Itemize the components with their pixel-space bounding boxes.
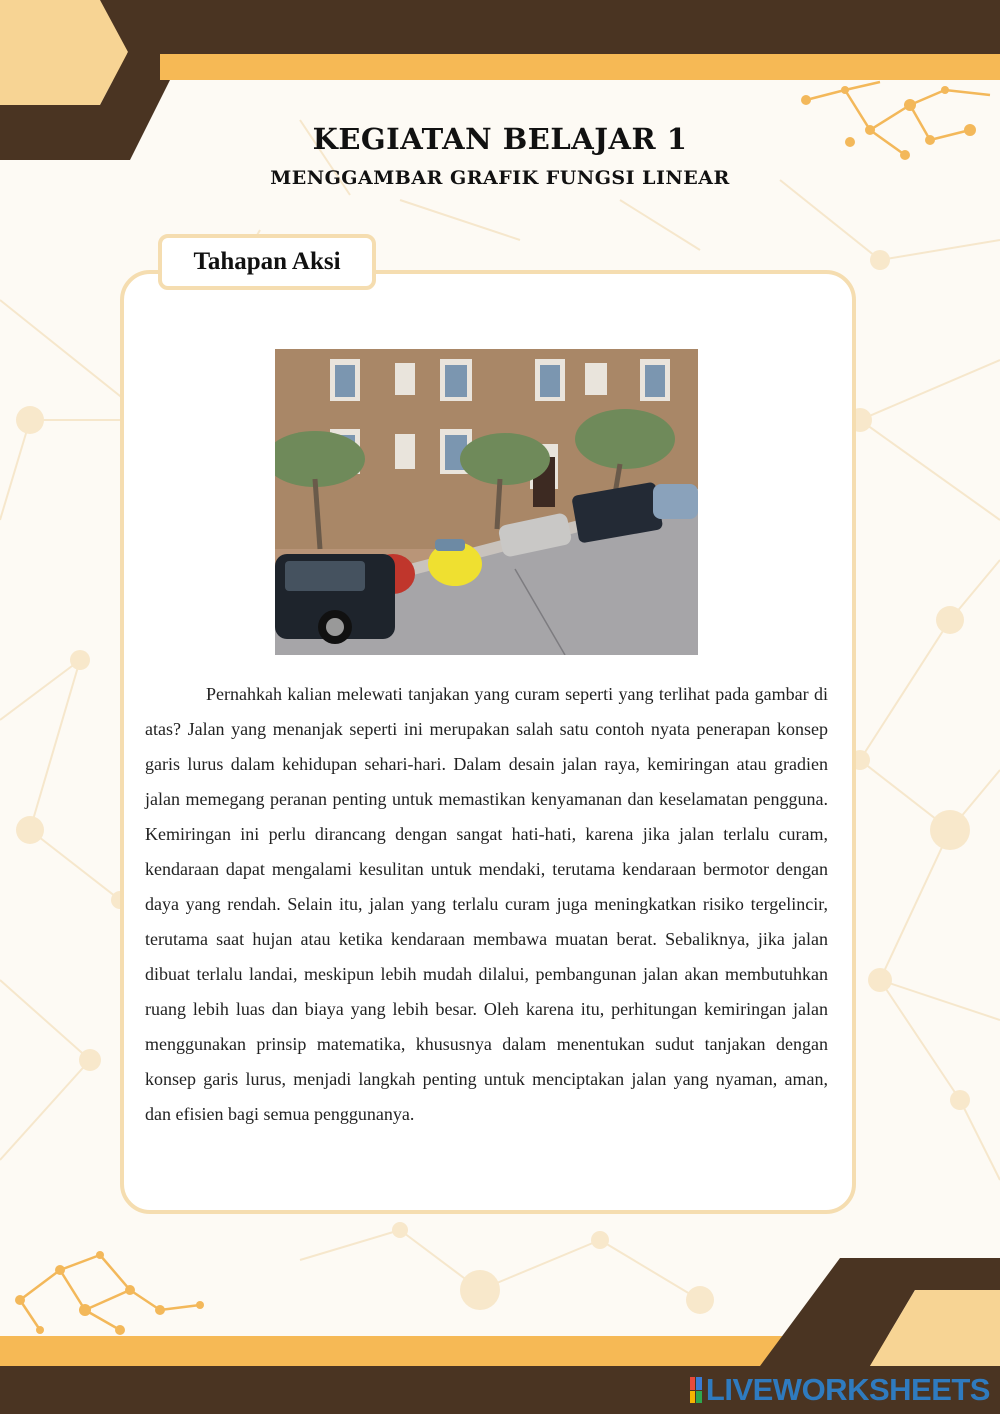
liveworksheets-logo-icon <box>690 1377 702 1403</box>
liveworksheets-logo[interactable] <box>690 1373 990 1407</box>
liveworksheets-brand-text: LIVEWORKSHEETS <box>705 1372 990 1407</box>
page-subtitle: MENGGAMBAR GRAFIK FUNGSI LINEAR <box>270 167 730 189</box>
steep-street-photo <box>275 349 698 655</box>
section-tab: Tahapan Aksi <box>158 234 376 290</box>
body-paragraph: Pernahkah kalian melewati tanjakan yang curam seperti yang terlihat pada gambar di atas? Jalan yang menanjak seperti ini merupakan salah satu contoh nyata penerapan konsep garis lurus dalam kehidupan sehari-hari. Dalam desain jalan raya, kemiringan atau gradien jalan memegang peranan penting untuk memastikan kenyamanan dan keselamatan pengguna. Kemiringan ini perlu dirancang dengan sangat hati-hati, karena jika jalan terlalu curam, kendaraan dapat mengalami kesulitan untuk mendaki, terutama kendaraan bermotor dengan daya yang rendah. Selain itu, jalan yang terlalu curam juga meningkatkan risiko tergelincir, terutama saat hujan atau ketika kendaraan membawa muatan berat. Sebaliknya, jika jalan dibuat terlalu landai, meskipun lebih mudah dilalui, pembangunan jalan akan membutuhkan ruang lebih luas dan biaya yang lebih besar. Oleh karena itu, perhitungan kemiringan jalan menggunakan prinsip matematika, khususnya dalam menentukan sudut tanjakan dengan konsep garis lurus, menjadi langkah penting untuk menciptakan jalan yang nyaman, aman, dan efisien bagi semua penggunanya. <box>145 684 828 1124</box>
page-title: KEGIATAN BELAJAR 1 <box>312 122 688 156</box>
